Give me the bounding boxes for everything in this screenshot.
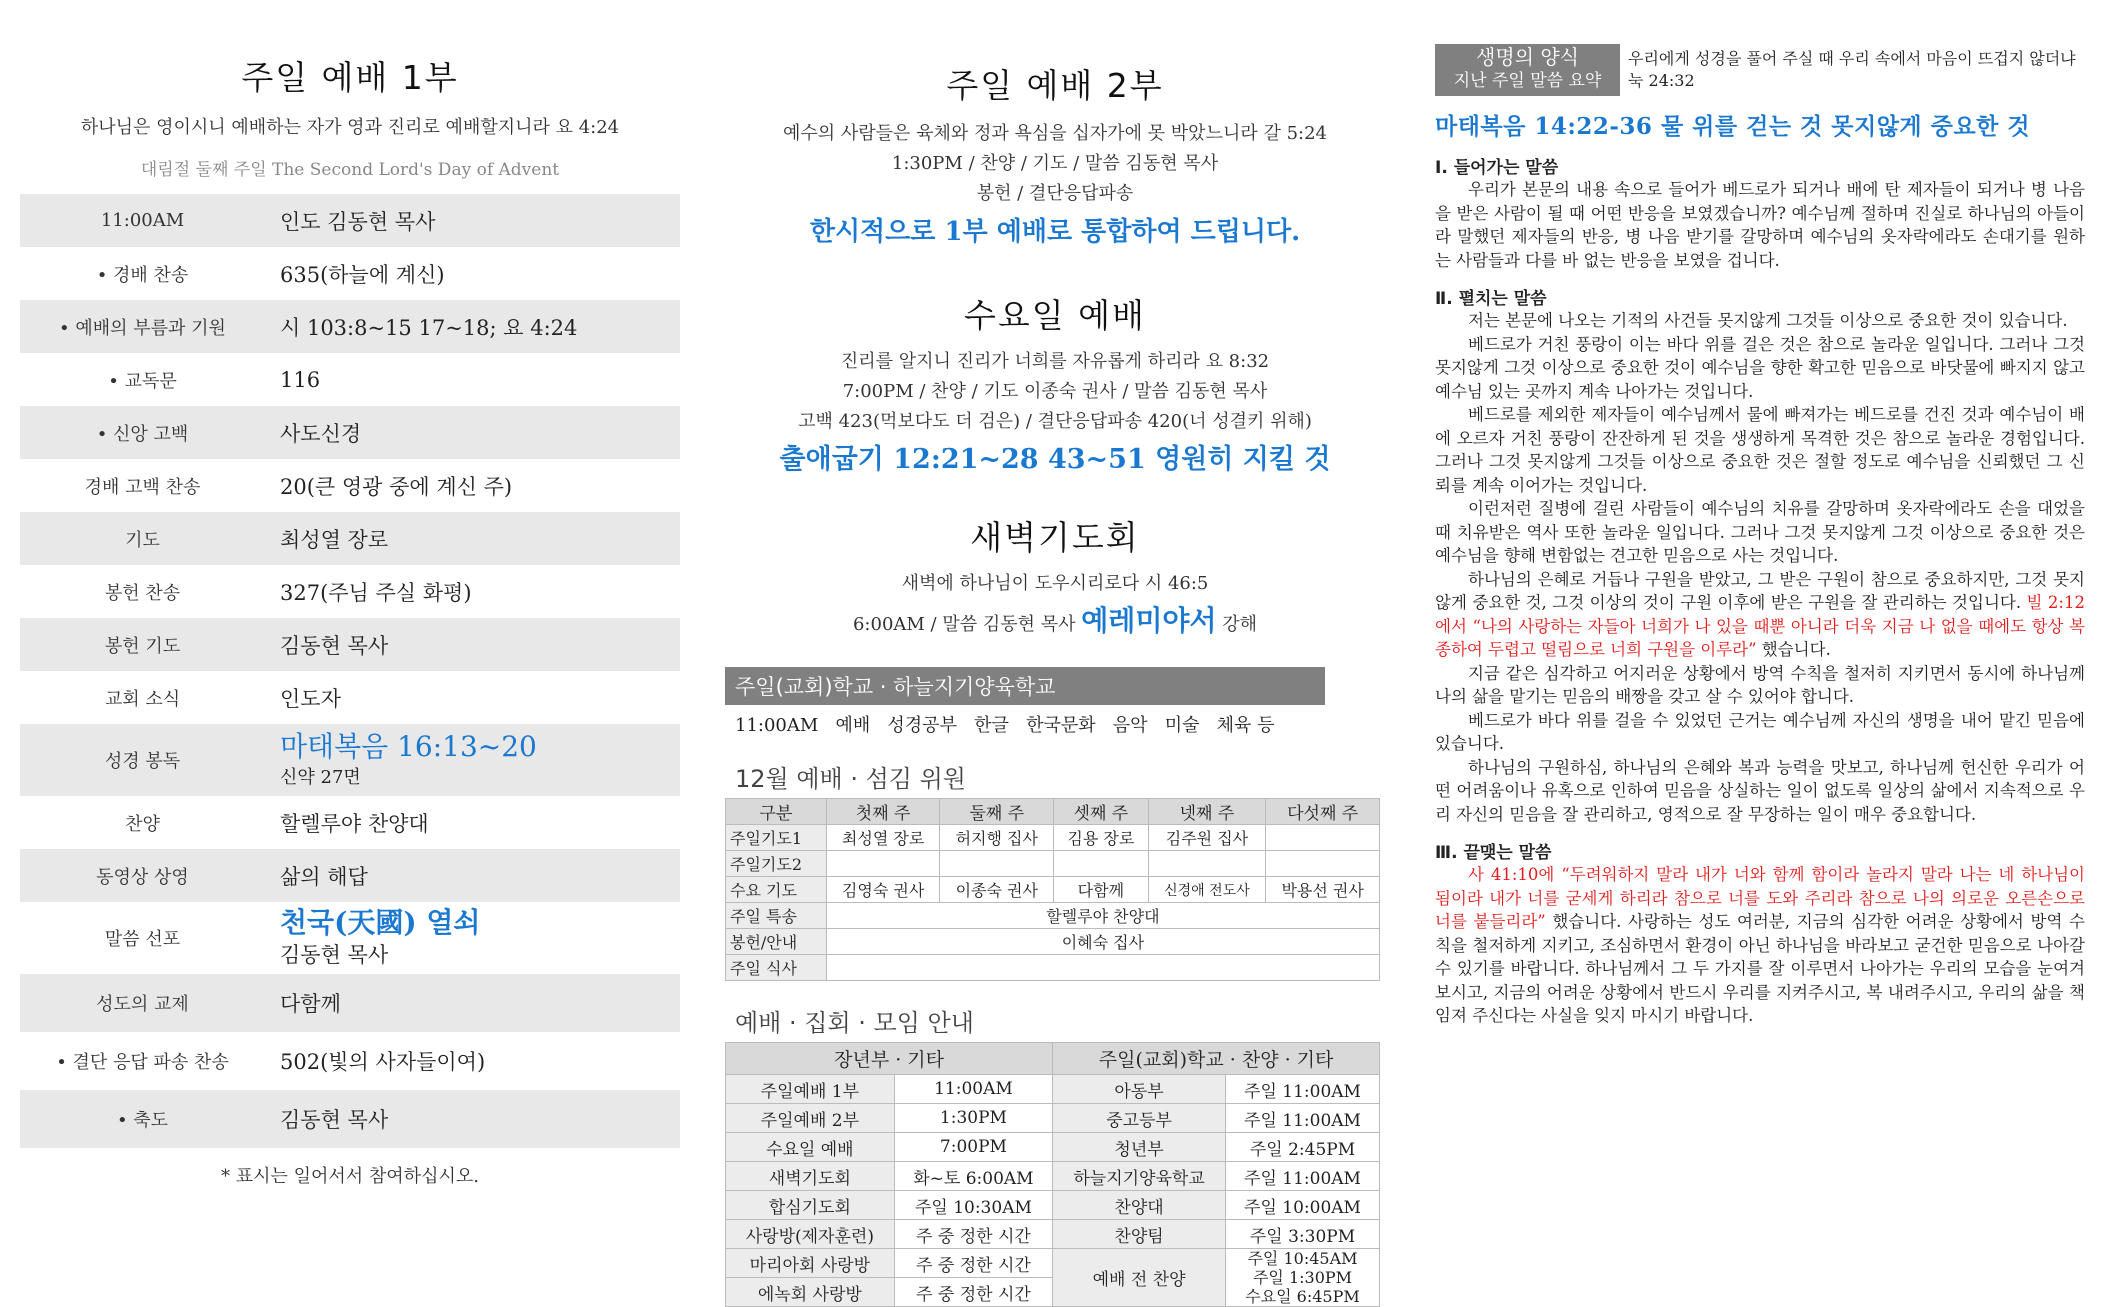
table-cell: 새벽기도회 bbox=[726, 1162, 895, 1191]
gatherings-heading: 예배 · 집회 · 모임 안내 bbox=[735, 1009, 974, 1037]
service2-order: 1:30PM / 찬양 / 기도 / 말씀 김동현 목사 bbox=[891, 153, 1219, 174]
table-cell: 예배 전 찬양 bbox=[1053, 1249, 1226, 1307]
order-row bbox=[20, 849, 680, 902]
table-cell bbox=[1266, 851, 1380, 877]
summary-paragraph: 하나님의 구원하심, 하나님의 은혜와 복과 능력을 맛보고, 하나님께 헌신한 우리가 어떤 어려움이나 유혹으로 인하여 믿음을 상실하는 일이 없도록 일상의 삶에서 지속적으로 우리 자신의 믿음을 잘 관리하고, 영적으로 잘 무장하는 일이 매우 중요합니다. bbox=[1435, 757, 2085, 824]
table-cell: 허지행 집사 bbox=[940, 825, 1054, 851]
order-of-worship bbox=[20, 194, 680, 1148]
table-row bbox=[726, 1220, 1380, 1249]
service2-order2: 봉헌 / 결단응답파송 bbox=[976, 183, 1134, 204]
summary-box-subtitle: 지난 주일 말씀 요약 bbox=[1453, 71, 1602, 91]
table-row bbox=[726, 825, 1380, 851]
table-cell: 다함께 bbox=[1054, 877, 1148, 903]
order-row bbox=[20, 618, 680, 671]
order-value: 116 bbox=[280, 367, 321, 392]
table-cell: 수요 기도 bbox=[726, 877, 827, 903]
order-label: 성도의 교제 bbox=[96, 994, 189, 1015]
summary-paragraph bbox=[1435, 568, 2085, 662]
order-value: 최성열 장로 bbox=[280, 527, 389, 552]
table-cell: 1:30PM bbox=[894, 1104, 1052, 1133]
gatherings-header-right: 주일(교회)학교 · 찬양 · 기타 bbox=[1053, 1043, 1380, 1075]
committee-header: 둘째 주 bbox=[940, 799, 1054, 825]
paragraph-text: 했습니다. 사랑하는 성도 여러분, 지금의 심각한 어려운 상황에서 방역 수칙을 철저하게 지키고, 조심하면서 환경이 아닌 하나님을 바라보고 굳건한 믿음으로 나아갈 수 있기를 바랍니다. 하나님께서 그 두 가지를 잘 이루면서 나아가는 우리의 모습을 눈여겨보시고, 지금의 어려운 상황에서 반드시 우리를 지켜주시고, 복 내려주시고, 우리의 삶을 책임져 주신다는 사실을 잊지 마시기 바랍니다. bbox=[1435, 912, 2085, 1025]
school-section bbox=[725, 667, 1385, 737]
table-cell: 주일 2:45PM bbox=[1225, 1133, 1379, 1162]
sermon-title: 천국(天國) 열쇠 bbox=[280, 905, 481, 939]
sermon-summary-column bbox=[1435, 0, 2085, 1275]
order-value: 327(주님 주실 화평) bbox=[280, 580, 472, 605]
table-cell: 주 중 정한 시간 bbox=[894, 1249, 1052, 1278]
dawn-title: 새벽기도회 bbox=[970, 518, 1140, 557]
scripture-reference: 마태복음 16:13~20 bbox=[280, 729, 537, 763]
table-cell: 주일 3:30PM bbox=[1225, 1220, 1379, 1249]
wednesday-hymns: 고백 423(먹보다도 더 검은) / 결단응답파송 420(너 성결키 위해) bbox=[798, 411, 1312, 432]
committee-header: 첫째 주 bbox=[826, 799, 940, 825]
order-label: • 교독문 bbox=[108, 370, 177, 392]
sermon-preacher: 김동현 목사 bbox=[280, 943, 389, 968]
order-label: 교회 소식 bbox=[104, 688, 181, 710]
summary-quote: 우리에게 성경을 풀어 주실 때 우리 속에서 마음이 뜨겁지 않더냐 눅 24:32 bbox=[1628, 49, 2076, 90]
wednesday-title: 수요일 예배 bbox=[964, 296, 1146, 335]
committee-header: 다섯째 주 bbox=[1266, 799, 1380, 825]
scripture-label: 성경 봉독 bbox=[104, 751, 181, 772]
summary-header bbox=[1435, 44, 2085, 96]
section-heading: Ⅲ. 끝맺는 말씀 bbox=[1435, 843, 1552, 863]
school-bar: 주일(교회)학교 · 하늘지기양육학교 bbox=[725, 667, 1325, 705]
table-cell: 봉헌/안내 bbox=[726, 929, 827, 955]
summary-paragraph: 지금 같은 심각하고 어지러운 상황에서 방역 수칙을 철저히 지키면서 동시에 하나님께 나의 삶을 맡기는 믿음의 배짱을 갖고 살 수 있어야 합니다. bbox=[1435, 663, 2085, 706]
order-value: 인도 김동현 목사 bbox=[280, 209, 436, 234]
order-label: 경배 고백 찬송 bbox=[84, 476, 201, 498]
table-cell: 주일기도1 bbox=[726, 825, 827, 851]
table-cell bbox=[940, 851, 1054, 877]
order-value: 김동현 목사 bbox=[280, 1108, 389, 1132]
table-cell: 찬양대 bbox=[1053, 1191, 1226, 1220]
dawn-book: 예레미야서 bbox=[1081, 604, 1217, 637]
section-heading: Ⅰ. 들어가는 말씀 bbox=[1435, 158, 1559, 178]
summary-paragraph: 베드로를 제외한 제자들이 예수님께서 물에 빠져가는 베드로를 건진 것과 예수님이 배에 오르자 거친 풍랑이 잔잔하게 된 것을 생생하게 목격한 것은 참으로 놀라운 경험입니다. 그러나 그것 못지않게 그것들 이상으로 중요한 것은 절할 정도로 예수님을 신뢰했던 그 신뢰를 계속 이어가는 것입니다. bbox=[1435, 405, 2085, 495]
summary-box-title: 생명의 양식 bbox=[1476, 45, 1579, 69]
table-cell: 마리아회 사랑방 bbox=[726, 1249, 895, 1278]
table-cell bbox=[1054, 851, 1148, 877]
scripture-row bbox=[20, 724, 680, 796]
table-cell: 신경애 전도사 bbox=[1148, 877, 1266, 903]
table-cell: 주 중 정한 시간 bbox=[894, 1220, 1052, 1249]
order-row bbox=[20, 974, 680, 1032]
order-value: 502(빛의 사자들이여) bbox=[280, 1050, 486, 1074]
order-label: 기도 bbox=[125, 529, 160, 551]
table-cell bbox=[826, 955, 1379, 981]
order-row bbox=[20, 194, 680, 247]
order-label: • 경배 찬송 bbox=[96, 264, 189, 286]
table-cell: 아동부 bbox=[1053, 1075, 1226, 1104]
pre-worship-time: 주일 1:30PM bbox=[1252, 1268, 1353, 1287]
pre-worship-time: 수요일 6:45PM bbox=[1245, 1287, 1360, 1306]
order-row bbox=[20, 565, 680, 618]
table-cell: 박용선 권사 bbox=[1266, 877, 1380, 903]
service1-title: 주일 예배 1부 bbox=[241, 58, 459, 97]
order-row bbox=[20, 1032, 680, 1090]
section-heading: Ⅱ. 펼치는 말씀 bbox=[1435, 289, 1547, 309]
table-cell bbox=[826, 851, 940, 877]
table-cell: 합심기도회 bbox=[726, 1191, 895, 1220]
dawn-verse: 새벽에 하나님이 도우시리로다 시 46:5 bbox=[901, 573, 1209, 594]
table-row bbox=[726, 1104, 1380, 1133]
table-cell: 주일 특송 bbox=[726, 903, 827, 929]
table-cell: 최성열 장로 bbox=[826, 825, 940, 851]
committee-header: 셋째 주 bbox=[1054, 799, 1148, 825]
order-row bbox=[20, 459, 680, 512]
order-label: 봉헌 찬송 bbox=[104, 582, 181, 604]
table-cell: 청년부 bbox=[1053, 1133, 1226, 1162]
school-line: 11:00AM 예배 성경공부 한글 한국문화 음악 미술 체육 등 bbox=[735, 715, 1275, 736]
table-cell bbox=[1266, 825, 1380, 851]
table-cell: 주일예배 1부 bbox=[726, 1075, 895, 1104]
table-cell: 중고등부 bbox=[1053, 1104, 1226, 1133]
order-label: 동영상 상영 bbox=[96, 866, 189, 888]
order-row bbox=[20, 796, 680, 849]
table-cell: 주일 11:00AM bbox=[1225, 1162, 1379, 1191]
table-row bbox=[726, 1249, 1380, 1278]
committee-table bbox=[725, 798, 1380, 981]
schedule-column bbox=[725, 0, 1385, 1306]
service2-notice: 한시적으로 1부 예배로 통합하여 드립니다. bbox=[809, 217, 1301, 247]
table-cell: 하늘지기양육학교 bbox=[1053, 1162, 1226, 1191]
table-cell: 김용 장로 bbox=[1054, 825, 1148, 851]
dawn-suffix: 강해 bbox=[1222, 614, 1258, 635]
summary-paragraph bbox=[1435, 863, 2085, 1028]
committee-heading: 12월 예배 · 섬김 위원 bbox=[735, 765, 966, 793]
table-cell: 주 중 정한 시간 bbox=[894, 1278, 1052, 1307]
sermon-label: 말씀 선포 bbox=[104, 929, 181, 950]
service1-column bbox=[20, 0, 680, 1275]
pre-worship-times bbox=[1225, 1249, 1379, 1307]
table-row bbox=[726, 1191, 1380, 1220]
order-row bbox=[20, 406, 680, 459]
order-row bbox=[20, 512, 680, 565]
gatherings-header-left: 장년부 · 기타 bbox=[726, 1043, 1053, 1075]
service1-verse: 하나님은 영이시니 예배하는 자가 영과 진리로 예배할지니라 요 4:24 bbox=[80, 117, 620, 138]
order-label: • 결단 응답 파송 찬송 bbox=[56, 1052, 229, 1073]
table-row bbox=[726, 1075, 1380, 1104]
table-cell: 주일기도2 bbox=[726, 851, 827, 877]
order-row bbox=[20, 300, 680, 353]
paragraph-text: 했습니다. bbox=[1756, 640, 1831, 659]
order-value: 사도신경 bbox=[280, 421, 362, 446]
table-cell: 화~토 6:00AM bbox=[894, 1162, 1052, 1191]
order-label: 11:00AM bbox=[100, 210, 185, 231]
order-label: • 예배의 부름과 기원 bbox=[59, 317, 226, 339]
order-row bbox=[20, 247, 680, 300]
order-label: • 신앙 고백 bbox=[96, 423, 189, 445]
service1-subtitle: 대림절 둘째 주일 The Second Lord's Day of Advent bbox=[140, 160, 560, 180]
order-row bbox=[20, 353, 680, 406]
table-cell: 김주원 집사 bbox=[1148, 825, 1266, 851]
committee-header: 넷째 주 bbox=[1148, 799, 1266, 825]
pre-worship-time: 주일 10:45AM bbox=[1247, 1249, 1358, 1268]
order-value: 할렐루야 찬양대 bbox=[280, 811, 429, 836]
table-cell: 주일 10:30AM bbox=[894, 1191, 1052, 1220]
table-cell: 사랑방(제자훈련) bbox=[726, 1220, 895, 1249]
table-cell: 주일 11:00AM bbox=[1225, 1075, 1379, 1104]
table-row bbox=[726, 851, 1380, 877]
committee-header: 구분 bbox=[726, 799, 827, 825]
table-cell: 7:00PM bbox=[894, 1133, 1052, 1162]
dawn-time: 6:00AM / 말씀 김동현 목사 bbox=[852, 614, 1076, 635]
table-cell: 수요일 예배 bbox=[726, 1133, 895, 1162]
table-cell: 에녹회 사랑방 bbox=[726, 1278, 895, 1307]
order-label: 찬양 bbox=[125, 813, 160, 835]
wednesday-verse: 진리를 알지니 진리가 너희를 자유롭게 하리라 요 8:32 bbox=[840, 351, 1270, 372]
table-row bbox=[726, 955, 1380, 981]
table-cell: 11:00AM bbox=[894, 1075, 1052, 1104]
table-row bbox=[726, 903, 1380, 929]
gatherings-table bbox=[725, 1042, 1380, 1307]
order-label: • 축도 bbox=[116, 1110, 169, 1131]
order-row bbox=[20, 671, 680, 724]
table-cell: 김영숙 권사 bbox=[826, 877, 940, 903]
summary-paragraph: 우리가 본문의 내용 속으로 들어가 베드로가 되거나 배에 탄 제자들이 되거나 병 나음을 받은 사람이 될 때 어떤 반응을 보였겠습니까? 예수님께 절하며 진실로 하나님의 아들이라 말했던 제자들의 반응, 병 나음 받기를 갈망하며 예수님의 옷자락에라도 손대기를 원하는 사람들과 다를 바 없는 반응을 보였을 겁니다. bbox=[1435, 180, 2085, 270]
table-cell bbox=[1148, 851, 1266, 877]
scripture-quote: 빌 2:12에서 “나의 사랑하는 자들아 너희가 나 있을 때뿐 아니라 더욱 지금 나 없을 때에도 항상 복종하여 두렵고 떨림으로 너희 구원을 이루라” bbox=[1435, 593, 2085, 659]
scripture-quote: 사 41:10에 “두려워하지 말라 내가 너와 함께 함이라 놀라지 말라 나는 네 하나님이 됨이라 내가 너를 굳세게 하리라 참으로 너를 도와 주리라 참으로 나의 의로운 오른손으로 너를 붙들리라” bbox=[1435, 865, 2085, 931]
order-value: 다함께 bbox=[280, 992, 341, 1016]
summary-sermon-title: 마태복음 14:22-36 물 위를 걷는 것 못지않게 중요한 것 bbox=[1435, 113, 2031, 140]
scripture-page: 신약 27면 bbox=[280, 767, 361, 789]
order-label: 봉헌 기도 bbox=[104, 635, 181, 657]
table-row bbox=[726, 877, 1380, 903]
table-cell: 주일 10:00AM bbox=[1225, 1191, 1379, 1220]
summary-label-box bbox=[1435, 44, 1620, 96]
summary-paragraph: 베드로가 거친 풍랑이 이는 바다 위를 걸은 것은 참으로 놀라운 일입니다. 그러나 그것 못지않게 그것 이상으로 중요한 것이 예수님을 향한 확고한 믿음으로 바닷물에 빠지지 않고 예수님 있는 곳까지 계속 나아가는 것입니다. bbox=[1435, 334, 2085, 401]
wednesday-order: 7:00PM / 찬양 / 기도 이종숙 권사 / 말씀 김동현 목사 bbox=[842, 381, 1268, 402]
dawn-order bbox=[725, 599, 1385, 639]
order-value: 인도자 bbox=[280, 686, 341, 711]
order-value: 20(큰 영광 중에 계신 주) bbox=[280, 474, 513, 499]
order-row bbox=[20, 1090, 680, 1148]
order-value: 635(하늘에 계신) bbox=[280, 262, 445, 287]
service2-verse: 예수의 사람들은 육체와 정과 욕심을 십자가에 못 박았느니라 갈 5:24 bbox=[782, 123, 1327, 144]
wednesday-text: 출애굽기 12:21~28 43~51 영원히 지킬 것 bbox=[779, 444, 1331, 475]
table-cell: 이종숙 권사 bbox=[940, 877, 1054, 903]
summary-paragraph: 저는 본문에 나오는 기적의 사건들 못지않게 그것들 이상으로 중요한 것이 있습니다. bbox=[1468, 311, 2068, 330]
table-cell: 할렐루야 찬양대 bbox=[826, 903, 1379, 929]
table-cell: 주일예배 2부 bbox=[726, 1104, 895, 1133]
order-value: 삶의 해답 bbox=[280, 864, 368, 889]
table-row bbox=[726, 1133, 1380, 1162]
standing-footnote: * 표시는 일어서서 참여하십시오. bbox=[221, 1166, 479, 1187]
order-value: 시 103:8~15 17~18; 요 4:24 bbox=[280, 315, 578, 340]
service2-title: 주일 예배 2부 bbox=[946, 66, 1164, 105]
table-cell: 이혜숙 집사 bbox=[826, 929, 1379, 955]
order-value: 김동현 목사 bbox=[280, 633, 389, 658]
summary-paragraph: 이런저런 질병에 걸린 사람들이 예수님의 치유를 갈망하며 옷자락에라도 손을 대었을 때 치유받은 역사 또한 놀라운 일입니다. 그러나 그것 못지않게 그것 이상으로 중요한 것은 예수님을 향해 변함없는 견고한 믿음으로 사는 것입니다. bbox=[1435, 499, 2085, 565]
sermon-row bbox=[20, 902, 680, 974]
table-row bbox=[726, 1162, 1380, 1191]
paragraph-text: 하나님의 은혜로 거듭나 구원을 받았고, 그 받은 구원이 참으로 중요하지만, 그것 못지않게 중요한 것, 그것 이상의 것이 구원 이후에 받은 구원을 잘 관리하는 것입니다. bbox=[1435, 569, 2085, 612]
table-cell: 찬양팀 bbox=[1053, 1220, 1226, 1249]
table-row bbox=[726, 929, 1380, 955]
table-cell: 주일 식사 bbox=[726, 955, 827, 981]
table-cell: 주일 11:00AM bbox=[1225, 1104, 1379, 1133]
summary-paragraph: 베드로가 바다 위를 걸을 수 있었던 근거는 예수님께 자신의 생명을 내어 맡긴 믿음에 있습니다. bbox=[1435, 710, 2085, 753]
